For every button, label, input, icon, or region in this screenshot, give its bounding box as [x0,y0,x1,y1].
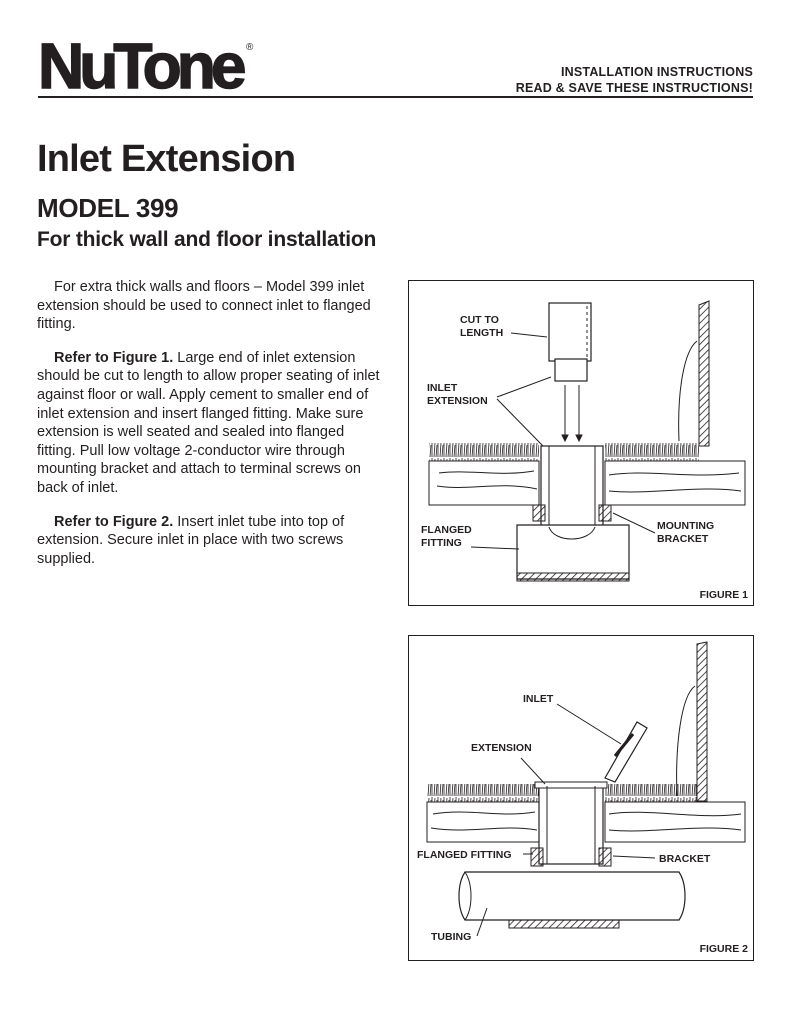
cut-piece-lower [555,359,587,381]
flanged-fitting [517,525,629,579]
insert-arrows [562,385,582,441]
bracket-left-2 [531,848,543,866]
label-bracket: BRACKET [657,533,709,545]
intro-paragraph: For extra thick walls and floors – Model 399 inlet extension should be used to connect inlet to flanged fitting. [37,279,371,333]
page-title: Inlet Extension [37,138,296,180]
label-extension-2: EXTENSION [471,742,532,754]
label-inlet: INLET [427,382,458,394]
bracket-left [533,505,545,521]
carpet-right-2 [605,784,697,802]
figure-1-caption: FIGURE 1 [699,589,748,601]
header-rule [38,96,753,98]
label-extension: EXTENSION [427,395,488,407]
bracket-right-2 [599,848,611,866]
wall-section-2 [697,642,707,801]
header-line-1: INSTALLATION INSTRUCTIONS [560,65,753,79]
step-1-text: Large end of inlet extension should be cut to length to allow proper seating of inlet against floor or wall. Apply cement to smaller end of inlet extension and insert flanged fitting. Make sure extension is well seated and sealed into flanged fitting. Pull low voltage 2-conductor wire through mounting bracket and attach to terminal screws on back of inlet. [37,349,380,496]
label-mounting: MOUNTING [657,520,715,532]
label-flanged-fitting: FLANGED FITTING [417,849,512,861]
figure-2-drawing [409,636,753,960]
label-tubing: TUBING [431,931,472,943]
cut-piece [549,303,591,361]
tubing-base [509,920,619,928]
wall-trim-2 [677,686,695,796]
nutone-logo [38,32,268,94]
fitting-base [517,573,629,581]
extension-tube-2 [539,786,603,864]
carpet-left [429,443,539,461]
figure-2-caption: FIGURE 2 [699,943,748,955]
wall-section [699,301,709,446]
page-subtitle: For thick wall and floor installation [37,228,377,251]
carpet-left-2 [427,784,539,802]
bracket-right [599,505,611,521]
wall-trim [679,341,697,441]
carpet-right [605,443,699,461]
inlet-flange [535,782,607,788]
tubing [459,872,685,920]
label-cut-to: CUT TO [460,314,499,326]
header-line-2: READ & SAVE THESE INSTRUCTIONS! [515,81,753,95]
figure-1-drawing [409,281,753,605]
step-1-lead: Refer to Figure 1. [54,349,174,366]
step-1-paragraph [37,349,382,498]
inlet-extension-tube [541,446,603,528]
label-inlet-2: INLET [523,693,554,705]
logo-wordmark: NuTone [38,32,242,94]
inlet-valve [605,722,647,782]
step-2-paragraph [37,513,382,569]
label-length: LENGTH [460,327,504,339]
label-flanged: FLANGED [421,524,472,536]
registered-mark: ® [246,42,254,53]
label-bracket-2: BRACKET [659,853,711,865]
step-2-text: Insert inlet tube into top of extension. Secure inlet in place with two screws supplied. [37,513,345,567]
step-2-lead: Refer to Figure 2. [54,513,174,530]
figure-2 [408,635,754,961]
instructions-body [37,278,382,583]
header-notice [516,64,753,96]
figure-1 [408,280,754,606]
label-fitting: FITTING [421,537,462,549]
model-number: MODEL 399 [37,193,179,223]
